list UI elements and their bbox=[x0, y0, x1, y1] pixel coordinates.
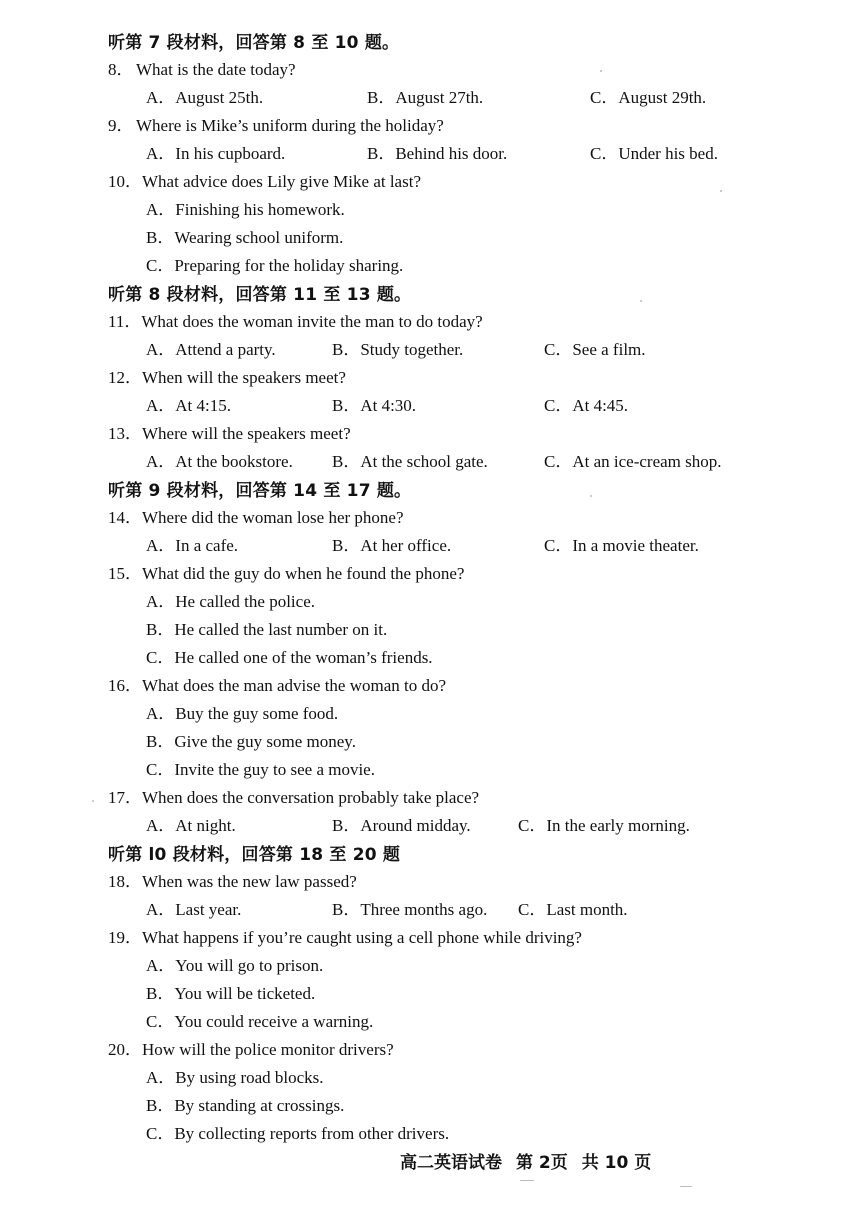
question-text: What is the date today? bbox=[136, 60, 296, 79]
question-text: What advice does Lily give Mike at last? bbox=[142, 172, 421, 191]
option-c: C．Preparing for the holiday sharing. bbox=[146, 256, 404, 275]
question-number: 11． bbox=[108, 312, 142, 331]
options-17 bbox=[0, 813, 860, 839]
option-c: C．You could receive a warning. bbox=[146, 1012, 374, 1031]
question-text: What happens if you’re caught using a cell phone while driving? bbox=[142, 928, 582, 947]
question-20 bbox=[108, 1037, 394, 1063]
option-b: B．At her office. bbox=[332, 536, 452, 555]
scan-speck bbox=[520, 1180, 534, 1181]
question-number: 17． bbox=[108, 788, 142, 807]
option-b: B．Wearing school uniform. bbox=[146, 228, 344, 247]
option-c: C．Invite the guy to see a movie. bbox=[146, 760, 375, 779]
option-a: A．August 25th. bbox=[146, 88, 264, 107]
option-c: C．In a movie theater. bbox=[544, 536, 699, 555]
options-13 bbox=[0, 449, 860, 475]
option-a: A．In a cafe. bbox=[146, 536, 239, 555]
question-12 bbox=[108, 365, 346, 391]
option-c: C．By collecting reports from other drivers. bbox=[146, 1124, 450, 1143]
question-number: 19． bbox=[108, 928, 142, 947]
question-number: 10． bbox=[108, 172, 142, 191]
question-16 bbox=[108, 673, 446, 699]
question-18 bbox=[108, 869, 357, 895]
option-c: C．August 29th. bbox=[590, 88, 707, 107]
section-header: 听第 7 段材料，回答第 8 至 10 题。 bbox=[108, 33, 400, 53]
option-c: C．Under his bed. bbox=[590, 144, 718, 163]
option-a: A．He called the police. bbox=[146, 592, 315, 611]
question-13 bbox=[108, 421, 351, 447]
option-b: B．You will be ticketed. bbox=[146, 984, 316, 1003]
scan-speck bbox=[92, 800, 94, 802]
option-c: C．In the early morning. bbox=[518, 816, 690, 835]
option-a: A．By using road blocks. bbox=[146, 1068, 324, 1087]
question-text: How will the police monitor drivers? bbox=[142, 1040, 394, 1059]
option-c: C．See a film. bbox=[544, 340, 646, 359]
scan-speck bbox=[640, 300, 642, 302]
question-number: 15． bbox=[108, 564, 142, 583]
scan-speck bbox=[680, 1186, 692, 1187]
question-number: 14． bbox=[108, 508, 142, 527]
question-8 bbox=[108, 57, 296, 83]
question-19 bbox=[108, 925, 582, 951]
option-b: B．August 27th. bbox=[367, 88, 484, 107]
question-number: 20． bbox=[108, 1040, 142, 1059]
option-b: B．Give the guy some money. bbox=[146, 732, 356, 751]
question-14 bbox=[108, 505, 404, 531]
option-c: C．At an ice-cream shop. bbox=[544, 452, 722, 471]
option-a: A．You will go to prison. bbox=[146, 956, 324, 975]
question-text: Where will the speakers meet? bbox=[142, 424, 351, 443]
question-11 bbox=[108, 309, 483, 335]
option-a: A．Attend a party. bbox=[146, 340, 276, 359]
option-b: B．At the school gate. bbox=[332, 452, 488, 471]
option-c: C．Last month. bbox=[518, 900, 628, 919]
options-12 bbox=[0, 393, 860, 419]
question-15 bbox=[108, 561, 464, 587]
question-10 bbox=[108, 169, 421, 195]
option-a: A．Last year. bbox=[146, 900, 242, 919]
option-a: A．At night. bbox=[146, 816, 236, 835]
option-a: A．At the bookstore. bbox=[146, 452, 293, 471]
question-text: When was the new law passed? bbox=[142, 872, 357, 891]
option-a: A．Buy the guy some food. bbox=[146, 704, 339, 723]
option-b: B．Three months ago. bbox=[332, 900, 488, 919]
section-header: 听第 9 段材料，回答第 14 至 17 题。 bbox=[108, 481, 412, 501]
question-number: 16． bbox=[108, 676, 142, 695]
option-b: B．Around midday. bbox=[332, 816, 471, 835]
question-text: What did the guy do when he found the phone? bbox=[142, 564, 465, 583]
option-b: B．Study together. bbox=[332, 340, 464, 359]
scan-speck bbox=[600, 70, 602, 72]
option-a: A．At 4:15. bbox=[146, 396, 231, 415]
question-number: 13． bbox=[108, 424, 142, 443]
question-text: What does the man advise the woman to do? bbox=[142, 676, 447, 695]
option-c: C．He called one of the woman’s friends. bbox=[146, 648, 433, 667]
question-17 bbox=[108, 785, 479, 811]
option-b: B．At 4:30. bbox=[332, 396, 417, 415]
question-number: 9． bbox=[108, 116, 134, 135]
scan-speck bbox=[720, 190, 722, 192]
question-text: Where is Mike’s uniform during the holiday? bbox=[136, 116, 444, 135]
option-b: B．By standing at crossings. bbox=[146, 1096, 345, 1115]
options-8 bbox=[0, 85, 860, 111]
question-text: What does the woman invite the man to do today? bbox=[141, 312, 483, 331]
options-18 bbox=[0, 897, 860, 923]
footer-total-pages: 共 10 页 bbox=[581, 1153, 652, 1173]
options-11 bbox=[0, 337, 860, 363]
footer-page-number: 第 2页 bbox=[516, 1153, 568, 1173]
option-b: B．He called the last number on it. bbox=[146, 620, 388, 639]
question-number: 12． bbox=[108, 368, 142, 387]
option-a: A．In his cupboard. bbox=[146, 144, 286, 163]
footer-title: 高二英语试卷 bbox=[400, 1153, 502, 1173]
scan-speck bbox=[590, 495, 592, 497]
question-text: When will the speakers meet? bbox=[142, 368, 346, 387]
section-header: 听第 8 段材料，回答第 11 至 13 题。 bbox=[108, 285, 412, 305]
question-9 bbox=[108, 113, 444, 139]
options-9 bbox=[0, 141, 860, 167]
question-text: When does the conversation probably take place? bbox=[142, 788, 480, 807]
option-b: B．Behind his door. bbox=[367, 144, 508, 163]
section-header: 听第 l0 段材料，回答第 18 至 20 题 bbox=[108, 845, 401, 865]
option-c: C．At 4:45. bbox=[544, 396, 629, 415]
option-a: A．Finishing his homework. bbox=[146, 200, 345, 219]
question-text: Where did the woman lose her phone? bbox=[142, 508, 404, 527]
page-footer bbox=[400, 1148, 665, 1173]
question-number: 8． bbox=[108, 60, 134, 79]
options-14 bbox=[0, 533, 860, 559]
question-number: 18． bbox=[108, 872, 142, 891]
